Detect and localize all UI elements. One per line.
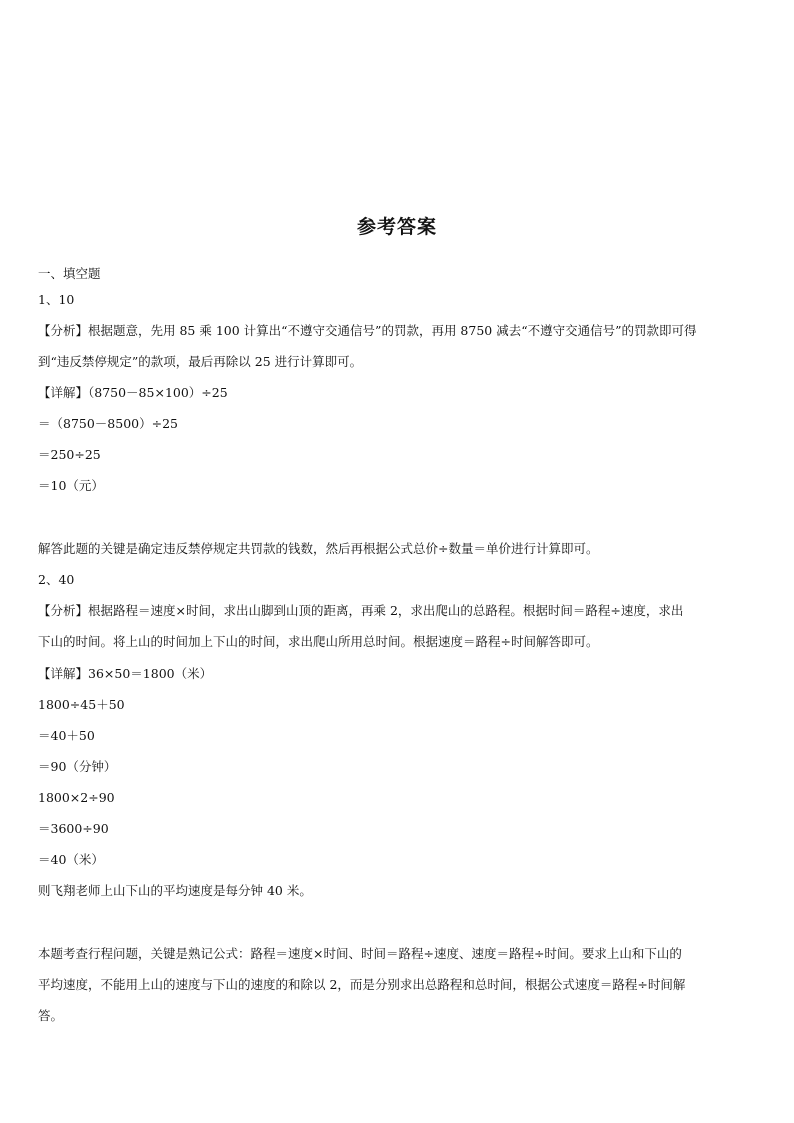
q2-step5: ＝3600÷90 [38,821,109,836]
q2-step6: ＝40（米） [38,852,104,867]
q2-detail: 【详解】36×50＝1800（米） [38,666,213,681]
page-title: 参考答案 [356,216,437,238]
q2-analysis-line2: 下山的时间。将上山的时间加上下山的时间，求出爬山所用总时间。根据速度＝路程÷时间解答即可。 [38,634,599,649]
q2-step1: 1800÷45＋50 [38,697,125,712]
q2-step4: 1800×2÷90 [38,790,115,805]
q2-conclusion: 则飞翔老师上山下山的平均速度是每分钟 40 米。 [38,883,312,898]
q1-analysis-line2: 到“违反禁停规定”的款项，最后再除以 25 进行计算即可。 [38,354,363,369]
q2-summary-line2: 平均速度，不能用上山的速度与下山的速度的和除以 2，而是分别求出总路程和总时间，根据公式速度＝路程÷时间解 [38,977,686,992]
q2-summary-line1: 本题考查行程问题，关键是熟记公式：路程＝速度×时间、时间＝路程÷速度、速度＝路程÷时间。要求上山和下山的 [38,946,682,961]
q2-header: 2、40 [38,572,75,587]
section-heading: 一、填空题 [38,266,101,281]
q1-analysis-line1: 【分析】根据题意，先用 85 乘 100 计算出“不遵守交通信号”的罚款，再用 8750 减去“不遵守交通信号”的罚款即可得 [38,323,697,338]
q1-header: 1、10 [38,292,75,307]
q2-step2: ＝40＋50 [38,728,95,743]
q1-step2: ＝250÷25 [38,447,101,462]
q1-step3: ＝10（元） [38,478,104,493]
q1-detail: 【详解】（8750－85×100）÷25 [38,385,228,400]
q2-summary-line3: 答。 [38,1008,64,1023]
q2-analysis-line1: 【分析】根据路程＝速度×时间，求出山脚到山顶的距离，再乘 2，求出爬山的总路程。根据时间＝路程÷速度，求出 [38,603,684,618]
q1-summary: 解答此题的关键是确定违反禁停规定共罚款的钱数，然后再根据公式总价÷数量＝单价进行计算即可。 [38,541,599,556]
q1-step1: ＝（8750－8500）÷25 [38,416,179,431]
q2-step3: ＝90（分钟） [38,759,117,774]
